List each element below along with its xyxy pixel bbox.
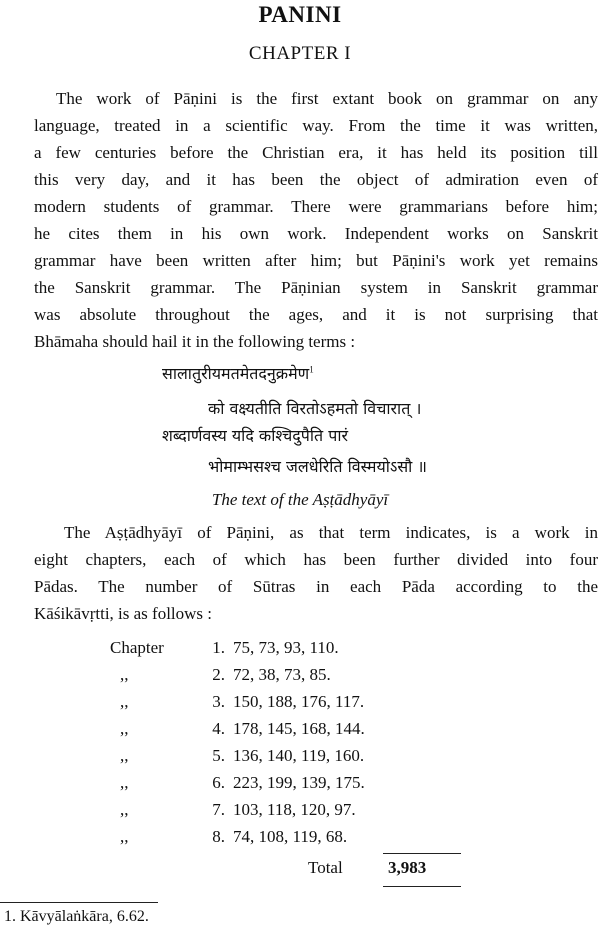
row-values: 103, 118, 120, 97. [233, 800, 356, 819]
row-number: 1. [212, 638, 225, 657]
verse-line-2: को वक्ष्यतीति विरतोऽहमतो विचारात् । [208, 399, 422, 418]
paragraph-intro [34, 85, 598, 355]
row-label: ,, [120, 800, 129, 819]
total-top-rule [383, 853, 461, 854]
text-line: the Sanskrit grammar. The Pāṇinian system in Sanskrit grammar [34, 278, 598, 297]
verse-line-4: भोमाम्भसश्च जलधेरिति विस्मयोऽसौ ॥ [208, 457, 427, 476]
page-title: PANINI [258, 2, 342, 27]
text-line: The Aṣṭādhyāyī of Pāṇini, as that term indicates, is a work in [64, 523, 598, 542]
row-values: 75, 73, 93, 110. [233, 638, 339, 657]
text-line: Kāśikāvṛtti, is as follows : [34, 604, 213, 623]
row-label: ,, [120, 773, 129, 792]
text-line: he cites them in his own work. Independent works on Sanskrit [34, 224, 598, 243]
row-values: 74, 108, 119, 68. [233, 827, 348, 846]
total-label: Total [308, 858, 343, 877]
row-label: ,, [120, 665, 129, 684]
text-line: grammar have been written after him; but Pāṇini's work yet remains [34, 251, 598, 270]
row-number: 4. [212, 719, 225, 738]
footnote-rule [0, 902, 158, 903]
text-line: language, treated in a scientific way. From the time it was written, [34, 116, 598, 135]
text-line: Pādas. The number of Sūtras in each Pāda according to the [34, 577, 598, 596]
row-values: 223, 199, 139, 175. [233, 773, 365, 792]
text-line: was absolute throughout the ages, and it is not surprising that [34, 305, 598, 324]
verse-line-1: सालातुरीयमतमेतदनुक्रमेण$^1$ [162, 364, 314, 383]
text-line: eight chapters, each of which has been further divided into four [34, 550, 598, 569]
verse-line-3: शब्दार्णवस्य यदि कश्चिदुपैति पारं [162, 426, 349, 445]
row-label: ,, [120, 692, 129, 711]
text-line: a few centuries before the Christian era, it has held its position till [34, 143, 598, 162]
row-values: 136, 140, 119, 160. [233, 746, 365, 765]
text-line: Bhāmaha should hail it in the following terms : [34, 332, 356, 351]
row-number: 3. [212, 692, 225, 711]
row-label: ,, [120, 746, 129, 765]
row-label: ,, [120, 719, 129, 738]
row-values: 178, 145, 168, 144. [233, 719, 365, 738]
row-values: 150, 188, 176, 117. [233, 692, 365, 711]
row-label: Chapter [110, 638, 164, 657]
footnote: 1. Kāvyālaṅkāra, 6.62. [4, 908, 149, 925]
text-line: modern students of grammar. There were grammarians before him; [34, 197, 598, 216]
row-number: 2. [212, 665, 225, 684]
row-values: 72, 38, 73, 85. [233, 665, 331, 684]
section-subheading: The text of the Aṣṭādhyāyī [211, 490, 389, 509]
row-number: 7. [212, 800, 225, 819]
total-value: 3,983 [388, 858, 427, 877]
chapter-heading: CHAPTER I [248, 43, 352, 64]
paragraph-astadhyayi [34, 519, 598, 627]
footnote-mark: 1 [309, 364, 314, 375]
row-label: ,, [120, 827, 129, 846]
total-bottom-rule [383, 886, 461, 887]
row-number: 5. [212, 746, 225, 765]
row-number: 8. [212, 827, 225, 846]
row-number: 6. [212, 773, 225, 792]
text-line: this very day, and it has been the object of admiration even of [34, 170, 598, 189]
text-line: The work of Pāṇini is the first extant book on grammar on any [56, 89, 598, 108]
